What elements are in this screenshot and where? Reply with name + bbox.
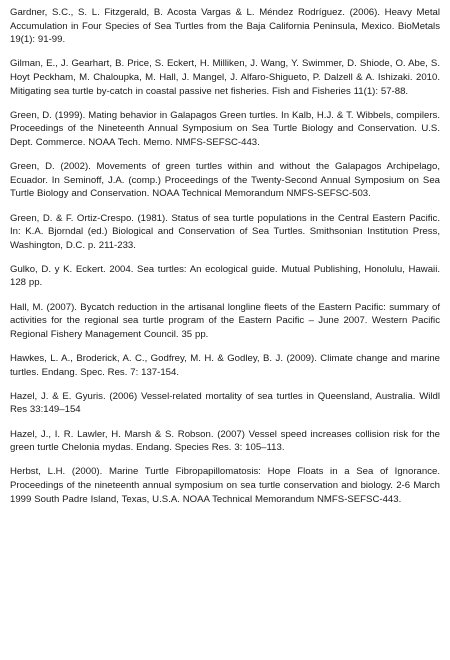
reference-entry: Gardner, S.C., S. L. Fitzgerald, B. Acosta Vargas & L. Méndez Rodríguez. (2006). Heavy Metal Accumulation in Four Species of Sea Turtles from the Baja California Peninsula, Mexico. BioMetals 19(1): 91-99. <box>10 7 440 46</box>
reference-entry: Green, D. (2002). Movements of green turtles within and without the Galapagos Archipelago, Ecuador. In Seminoff, J.A. (comp.) Proceedings of the Twenty-Second Annual Symposium on Sea Turtle Biology and Conservation. NOAA Technical Memorandum NMFS-SEFSC-503. <box>10 161 440 200</box>
reference-entry: Gilman, E., J. Gearhart, B. Price, S. Eckert, H. Milliken, J. Wang, Y. Swimmer, D. Shiode, O. Abe, S. Hoyt Peckham, M. Chaloupka, M. Hall, J. Mangel, J. Alfaro-Shigueto, P. Dalzell & A. Ishizaki. 2010. Mitigating sea turtle by-catch in coastal passive net fisheries. Fish and Fisheries 11(1): 57-88. <box>10 58 440 97</box>
reference-entry: Hazel, J., I. R. Lawler, H. Marsh & S. Robson. (2007) Vessel speed increases collision risk for the green turtle Chelonia mydas. Endang. Species Res. 3: 105–113. <box>10 428 440 454</box>
reference-entry: Hazel, J. & E. Gyuris. (2006) Vessel-related mortality of sea turtles in Queensland, Australia. Wildl Res 33:149–154 <box>10 390 440 416</box>
reference-entry: Green, D. & F. Ortiz-Crespo. (1981). Status of sea turtle populations in the Central Eastern Pacific. In: K.A. Bjorndal (ed.) Biological and Conservation of Sea Turtles. Smithsonian Institution Press, Washington, D.C. p. 211-233. <box>10 212 440 251</box>
reference-entry: Hall, M. (2007). Bycatch reduction in the artisanal longline fleets of the Eastern Pacific: summary of activities for the regional sea turtle program of the Eastern Pacific – June 2007. Western Pacific Regional Fishery Management Council. 35 pp. <box>10 301 440 340</box>
reference-entry: Green, D. (1999). Mating behavior in Galapagos Green turtles. In Kalb, H.J. & T. Wibbels, compilers. Proceedings of the Nineteenth Annual Symposium on Sea Turtle Biology and Conservation. U.S. Dept. Commerce. NOAA Tech. Memo. NMFS-SEFSC-443. <box>10 109 440 148</box>
reference-entry: Herbst, L.H. (2000). Marine Turtle Fibropapillomatosis: Hope Floats in a Sea of Ignorance. Proceedings of the nineteenth annual symposium on sea turtle conservation and biology. 2-6 March 1999 South Padre Island, Texas, U.S.A. NOAA Technical Memorandum NMFS-SEFSC-443. <box>10 466 440 505</box>
reference-entry: Gulko, D. y K. Eckert. 2004. Sea turtles: An ecological guide. Mutual Publishing, Honolulu, Hawaii. 128 pp. <box>10 263 440 289</box>
reference-entry: Hawkes, L. A., Broderick, A. C., Godfrey, M. H. & Godley, B. J. (2009). Climate change and marine turtles. Endang. Spec. Res. 7: 137-154. <box>10 353 440 378</box>
